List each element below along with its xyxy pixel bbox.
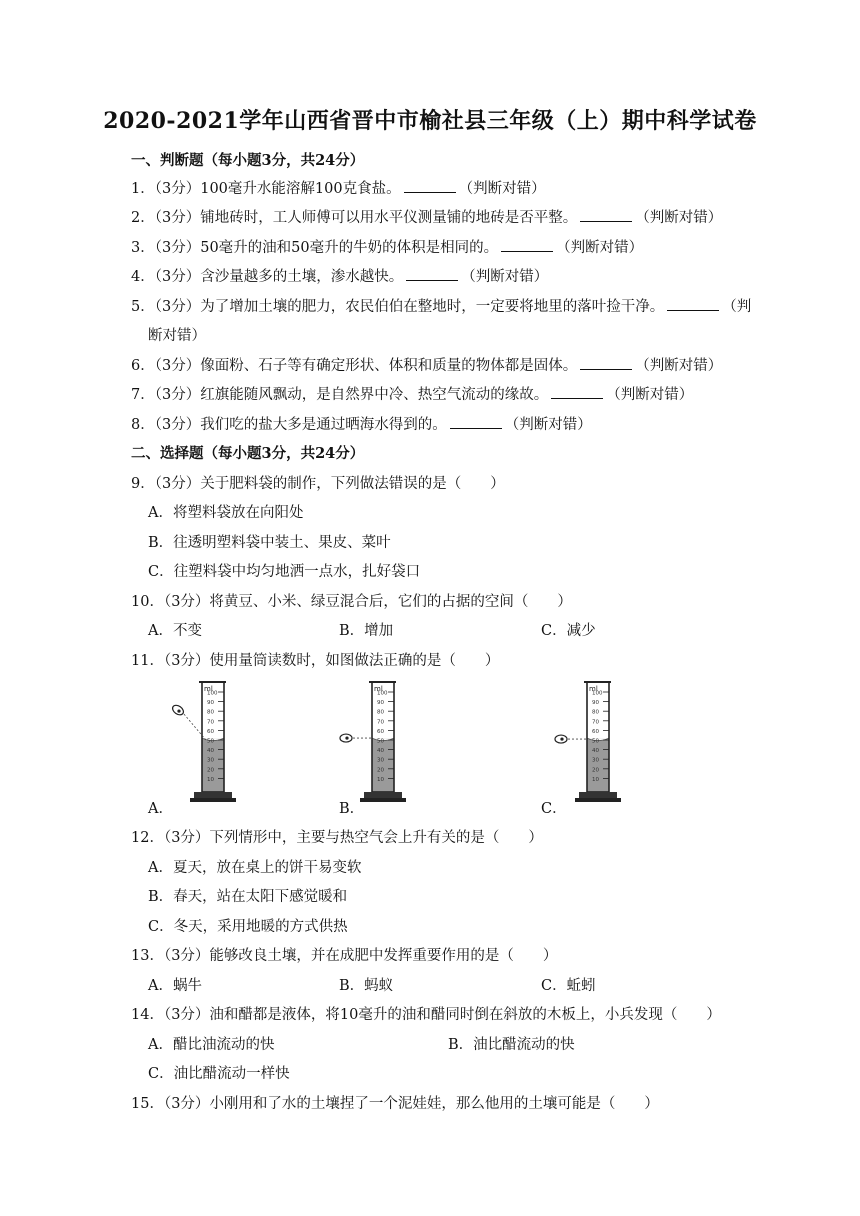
- tick-label: 20: [592, 767, 599, 774]
- answer-blank[interactable]: [406, 268, 458, 281]
- section-choice-heading: 二、选择题（每小题3分，共24分）: [131, 445, 365, 462]
- tick-label: 90: [207, 700, 214, 707]
- q14-option-a[interactable]: A．醋比油流动的快: [148, 1037, 275, 1053]
- question-5-continuation: 断对错）: [148, 328, 206, 344]
- q12-option-c[interactable]: C．冬天，采用地暖的方式供热: [148, 919, 348, 935]
- tick-label: 10: [592, 776, 599, 783]
- tick-label: 30: [592, 757, 599, 764]
- tick-label: 50: [592, 738, 599, 745]
- tick-label: 80: [207, 709, 214, 716]
- section-judge-heading: 一、判断题（每小题3分，共24分）: [131, 152, 365, 169]
- question-2: 2．（3分）铺地砖时，工人师傅可以用水平仪测量铺的地砖是否平整。 （判断对错）: [131, 210, 723, 226]
- q13-option-c[interactable]: C．蚯蚓: [541, 978, 596, 994]
- answer-blank[interactable]: [501, 239, 553, 252]
- unit-label: ml: [589, 685, 598, 693]
- liquid: [202, 738, 224, 792]
- q13-option-b[interactable]: B．蚂蚁: [339, 978, 394, 994]
- tick-label: 20: [207, 767, 214, 774]
- question-10: 10．（3分）将黄豆、小米、绿豆混合后，它们的占据的空间（ ）: [131, 594, 572, 610]
- q11-option-c[interactable]: C．: [541, 801, 567, 817]
- q9-option-b[interactable]: B．往透明塑料袋中装土、果皮、菜叶: [148, 535, 391, 551]
- tick-label: 60: [377, 728, 384, 735]
- eye-pupil: [177, 709, 180, 712]
- tick-label: 100: [592, 690, 603, 697]
- graduated-cylinder-figure-c: [545, 674, 655, 814]
- exam-title: 2020-2021学年山西省晋中市榆社县三年级（上）期中科学试卷: [103, 108, 757, 134]
- tick-label: 40: [377, 748, 384, 755]
- question-13: 13．（3分）能够改良土壤，并在成肥中发挥重要作用的是（ ）: [131, 948, 558, 964]
- q11-option-a[interactable]: A．: [148, 801, 173, 817]
- question-1: 1．（3分）100毫升水能溶解100克食盐。 （判断对错）: [131, 181, 546, 197]
- question-7: 7．（3分）红旗能随风飘动，是自然界中冷、热空气流动的缘故。 （判断对错）: [131, 387, 694, 403]
- tick-label: 40: [592, 748, 599, 755]
- tick-label: 70: [377, 719, 384, 726]
- q14-option-c[interactable]: C．油比醋流动一样快: [148, 1066, 290, 1082]
- cylinder-base: [364, 792, 402, 798]
- tick-label: 50: [207, 738, 214, 745]
- q13-option-a[interactable]: A．蜗牛: [148, 978, 202, 994]
- tick-label: 90: [377, 700, 384, 707]
- unit-label: ml: [204, 685, 213, 693]
- q9-option-a[interactable]: A．将塑料袋放在向阳处: [148, 505, 304, 521]
- liquid: [372, 738, 394, 792]
- question-11: 11．（3分）使用量筒读数时，如图做法正确的是（ ）: [131, 653, 500, 669]
- eye-pupil: [345, 736, 348, 739]
- graduated-cylinder-figure-b: [330, 674, 440, 814]
- tick-label: 30: [377, 757, 384, 764]
- answer-blank[interactable]: [404, 180, 456, 193]
- tick-label: 50: [377, 738, 384, 745]
- tick-label: 80: [377, 709, 384, 716]
- q14-option-b[interactable]: B．油比醋流动的快: [448, 1037, 575, 1053]
- q10-option-c[interactable]: C．减少: [541, 623, 596, 639]
- question-12: 12．（3分）下列情形中，主要与热空气会上升有关的是（ ）: [131, 830, 543, 846]
- q10-option-b[interactable]: B．增加: [339, 623, 394, 639]
- tick-label: 100: [207, 690, 218, 697]
- question-8: 8．（3分）我们吃的盐大多是通过晒海水得到的。 （判断对错）: [131, 417, 592, 433]
- question-3: 3．（3分）50毫升的油和50毫升的牛奶的体积是相同的。 （判断对错）: [131, 240, 644, 256]
- q11-option-b[interactable]: B．: [339, 801, 365, 817]
- tick-label: 30: [207, 757, 214, 764]
- answer-blank[interactable]: [551, 386, 603, 399]
- eye-pupil: [560, 737, 563, 740]
- tick-label: 70: [592, 719, 599, 726]
- cylinder-foot: [190, 798, 236, 802]
- tick-label: 100: [377, 690, 388, 697]
- answer-blank[interactable]: [450, 416, 502, 429]
- q12-option-b[interactable]: B．春天，站在太阳下感觉暖和: [148, 889, 348, 905]
- q12-option-a[interactable]: A．夏天，放在桌上的饼干易变软: [148, 860, 362, 876]
- tick-label: 90: [592, 700, 599, 707]
- question-14: 14．（3分）油和醋都是液体，将10毫升的油和醋同时倒在斜放的木板上，小兵发现（ ）: [131, 1007, 721, 1023]
- liquid: [587, 738, 609, 792]
- tick-label: 70: [207, 719, 214, 726]
- question-4: 4．（3分）含沙量越多的土壤，渗水越快。 （判断对错）: [131, 269, 549, 285]
- tick-label: 20: [377, 767, 384, 774]
- cylinder-base: [194, 792, 232, 798]
- question-15: 15．（3分）小刚用和了水的土壤捏了一个泥娃娃，那么他用的土壤可能是（ ）: [131, 1096, 659, 1112]
- cylinder-foot: [575, 798, 621, 802]
- tick-label: 80: [592, 709, 599, 716]
- tick-label: 40: [207, 748, 214, 755]
- tick-label: 10: [377, 776, 384, 783]
- answer-blank[interactable]: [580, 209, 632, 222]
- cylinder-foot: [360, 798, 406, 802]
- question-9: 9．（3分）关于肥料袋的制作，下列做法错误的是（ ）: [131, 476, 505, 492]
- question-6: 6．（3分）像面粉、石子等有确定形状、体积和质量的物体都是固体。 （判断对错）: [131, 358, 723, 374]
- question-5: 5．（3分）为了增加土壤的肥力，农民伯伯在整地时，一定要将地里的落叶捡干净。 （判: [131, 299, 752, 315]
- tick-label: 60: [207, 728, 214, 735]
- q10-option-a[interactable]: A．不变: [148, 623, 202, 639]
- answer-blank[interactable]: [667, 298, 719, 311]
- cylinder-base: [579, 792, 617, 798]
- graduated-cylinder-figure-a: [160, 674, 270, 814]
- unit-label: ml: [374, 685, 383, 693]
- tick-label: 10: [207, 776, 214, 783]
- answer-blank[interactable]: [580, 357, 632, 370]
- q9-option-c[interactable]: C．往塑料袋中均匀地洒一点水，扎好袋口: [148, 564, 421, 580]
- tick-label: 60: [592, 728, 599, 735]
